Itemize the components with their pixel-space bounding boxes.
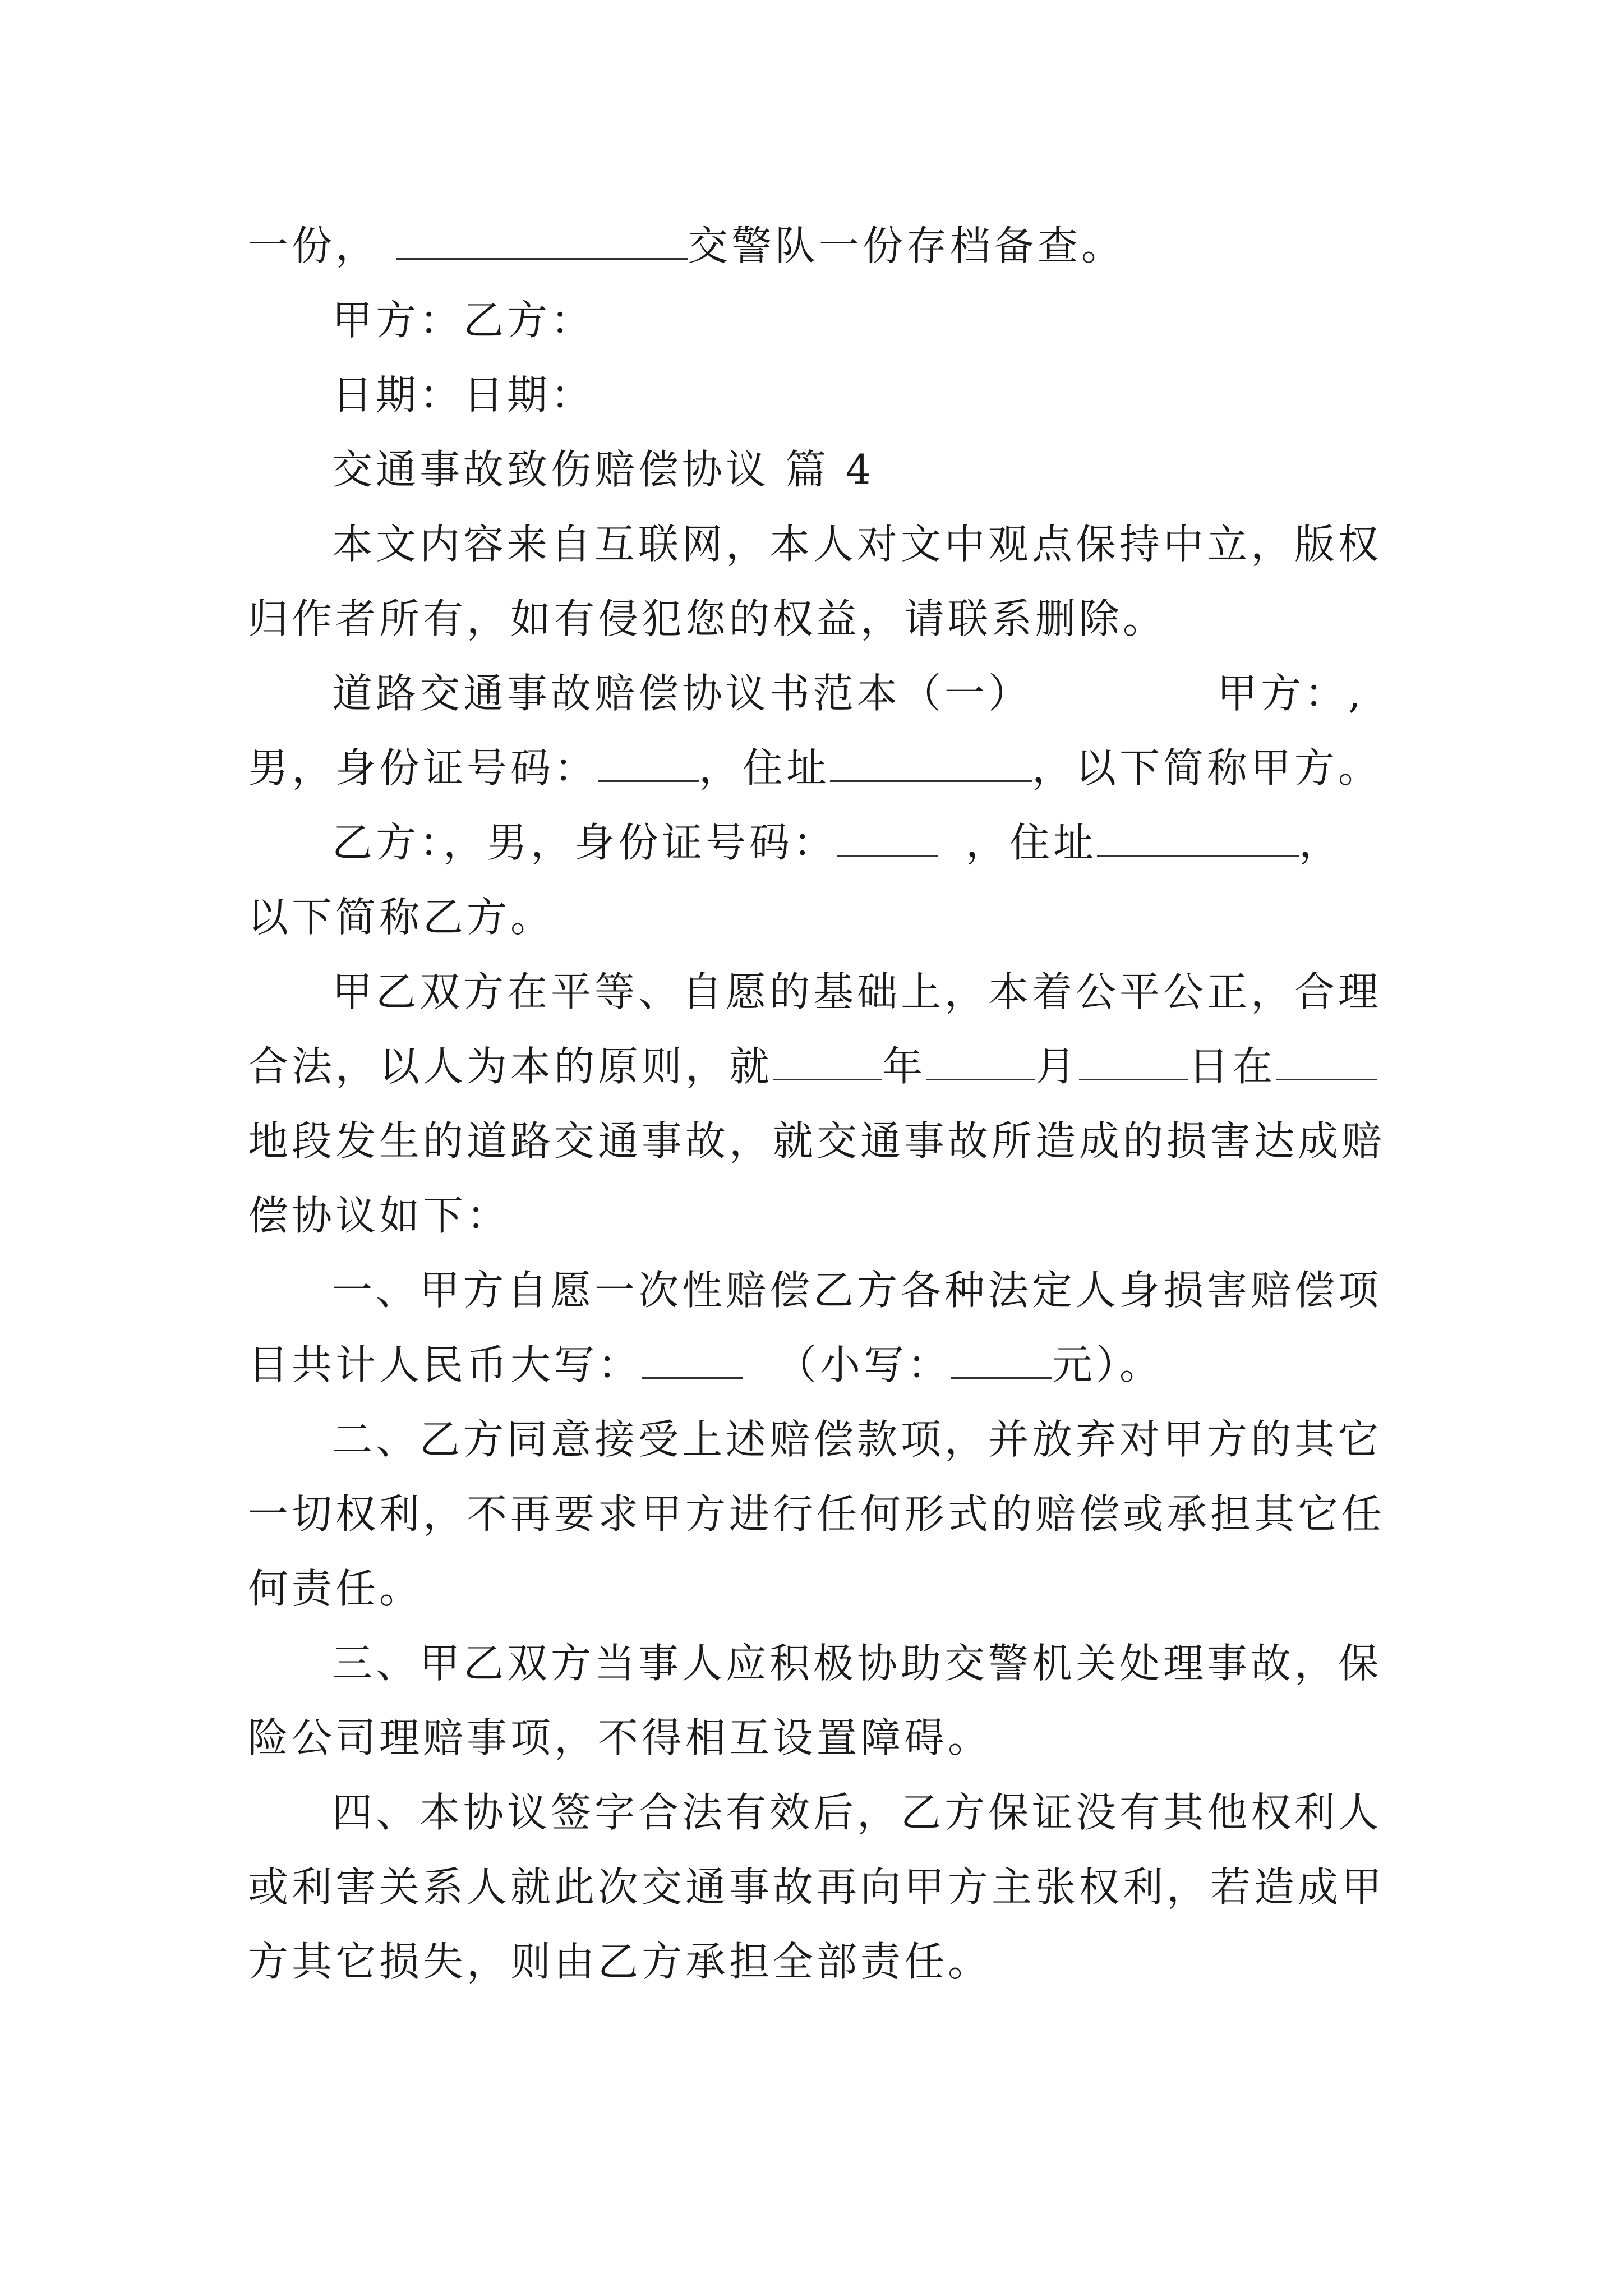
text-line bbox=[248, 806, 1386, 880]
fill-in-blank bbox=[837, 822, 938, 857]
text-segment: 甲方：, bbox=[1217, 670, 1364, 717]
text-segment: 一份， bbox=[248, 222, 380, 269]
text-segment: 交警队一份存档备查。 bbox=[688, 222, 1126, 269]
text-segment: 目共计人民币大写： bbox=[248, 1341, 642, 1388]
disclaimer-line: 归作者所有，如有侵犯您的权益，请联系删除。 bbox=[248, 595, 1167, 642]
text-line: 偿协议如下： bbox=[248, 1192, 511, 1239]
text-segment: ，以下简称甲方。 bbox=[1032, 744, 1382, 792]
text-segment: ，住址 bbox=[966, 819, 1098, 866]
text-segment: 合法，以人为本的原则，就 bbox=[248, 1043, 773, 1090]
clause-line: 三、甲乙双方当事人应积极协助交警机关处理事故，保 bbox=[332, 1640, 1382, 1687]
signature-date-line: 日期：日期： bbox=[332, 371, 595, 418]
text-line bbox=[248, 209, 1386, 283]
disclaimer-line: 本文内容来自互联网，本人对文中观点保持中立，版权 bbox=[332, 521, 1382, 568]
text-line bbox=[248, 656, 1386, 731]
text-segment: 元）。 bbox=[1052, 1341, 1164, 1388]
text-line: 险公司理赔事项，不得相互设置障碍。 bbox=[248, 1714, 992, 1761]
text-segment: 乙方：，男，身份证号码： bbox=[332, 819, 837, 866]
text-line: 地段发生的道路交通事故，就交通事故所造成的损害达成赔 bbox=[248, 1117, 1386, 1165]
fill-in-blank bbox=[951, 1345, 1052, 1379]
text-segment: 年 bbox=[882, 1043, 926, 1090]
text-line: 何责任。 bbox=[248, 1565, 423, 1612]
document-body bbox=[248, 209, 1386, 1999]
fill-in-blank bbox=[830, 748, 1032, 782]
text-segment: ，住址 bbox=[699, 744, 831, 792]
text-line bbox=[248, 1328, 1386, 1402]
agreement-title: 道路交通事故赔偿协议书范本（一） bbox=[332, 670, 1032, 717]
text-segment: （小写： bbox=[776, 1341, 952, 1388]
text-segment: 月 bbox=[1035, 1043, 1080, 1090]
fill-in-blank bbox=[926, 1046, 1035, 1080]
text-segment: 日在 bbox=[1188, 1043, 1276, 1090]
clause-line: 一、甲方自愿一次性赔偿乙方各种法定人身损害赔偿项 bbox=[332, 1267, 1382, 1314]
text-segment: ， bbox=[1299, 819, 1343, 866]
fill-in-blank bbox=[598, 748, 699, 782]
fill-in-blank bbox=[1079, 1046, 1188, 1080]
text-line bbox=[248, 1029, 1386, 1104]
section-title: 交通事故致伤赔偿协议 篇 4 bbox=[332, 446, 875, 493]
fill-in-blank bbox=[773, 1046, 882, 1080]
fill-in-blank bbox=[1276, 1046, 1377, 1080]
text-line: 甲乙双方在平等、自愿的基础上，本着公平公正，合理 bbox=[332, 968, 1382, 1015]
fill-in-blank bbox=[396, 226, 688, 260]
fill-in-blank bbox=[1097, 822, 1299, 857]
text-line: 一切权利，不再要求甲方进行任何形式的赔偿或承担其它任 bbox=[248, 1490, 1386, 1538]
fill-in-blank bbox=[642, 1345, 743, 1379]
clause-line: 二、乙方同意接受上述赔偿款项，并放弃对甲方的其它 bbox=[332, 1416, 1382, 1463]
signature-parties-line: 甲方：乙方： bbox=[332, 297, 595, 344]
text-segment: 男，身份证号码： bbox=[248, 744, 598, 792]
text-line: 方其它损失，则由乙方承担全部责任。 bbox=[248, 1938, 992, 1985]
clause-line: 四、本协议签字合法有效后，乙方保证没有其他权利人 bbox=[332, 1789, 1382, 1836]
text-line: 以下简称乙方。 bbox=[248, 894, 555, 941]
text-line: 或利害关系人就此次交通事故再向甲方主张权利，若造成甲 bbox=[248, 1864, 1386, 1911]
text-line bbox=[248, 731, 1386, 806]
